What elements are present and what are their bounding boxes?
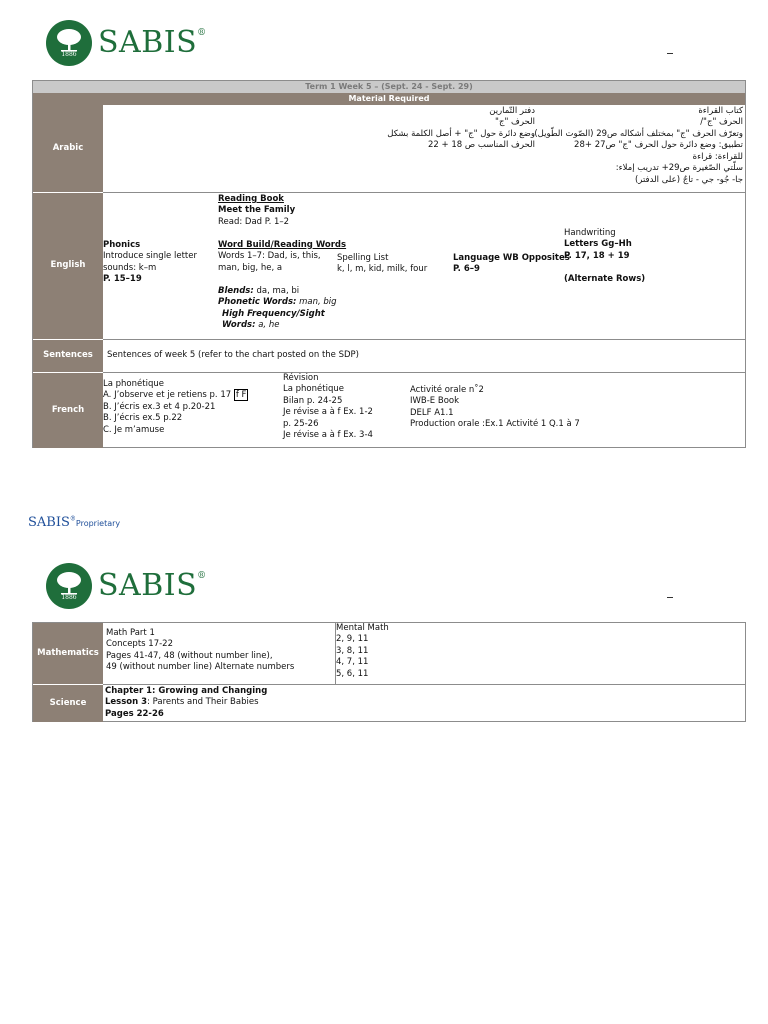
- subject-mathematics: Mathematics: [33, 623, 103, 685]
- english-language: Language WB Opposites P. 6–9: [453, 253, 570, 275]
- letter-box: f F: [235, 390, 247, 401]
- tree-icon: 1886: [46, 20, 92, 66]
- sentences-text: Sentences of week 5 (refer to the chart posted on the SDP): [107, 350, 359, 360]
- french-phonetics: La phonétique A. J’observe et je retiens p. 17 f F B. J’écris ex.3 et 4 p.20-21 B. J’écris ex.5 p.22 C. Je m’amuse: [103, 379, 247, 435]
- material-title: Material Required: [33, 93, 745, 105]
- arabic-workbook: دفتر التّمارين الحرف "ج" وضع دائرة حول "ج" + أصل الكلمة بشكل الحرف المناسب ص 18 + 22: [387, 106, 535, 151]
- math-divider: [335, 623, 336, 685]
- sabis-logo-page2: [46, 563, 207, 609]
- arabic-reading-book: كتاب القراءة الحرف "ج"/ وتعرّف الحرف "ج" بمختلف أشكاله ص29 (الصّوت الطّويل) تطبيق: وضع دائرة حول الحرف "ج" ص27 +28 للقراءة: قراءة سلّتي الصّغيرة ص29+ تدريب إملاء: جا- جُو- جي - تاجٌ (على الدفتر): [534, 106, 743, 185]
- subject-sentences: Sentences: [33, 340, 103, 373]
- english-handwriting: Handwriting Letters Gg–Hh P. 17, 18 + 19 (Alternate Rows): [564, 228, 646, 284]
- week-plan-table: [32, 80, 746, 448]
- subject-science: Science: [33, 685, 103, 722]
- arabic-cell: [103, 105, 745, 193]
- subject-french: French: [33, 373, 103, 448]
- mental-math: Mental Math 2, 9, 11 3, 8, 11 4, 7, 11 5, 6, 11: [336, 623, 389, 679]
- sentences-cell: [103, 340, 745, 373]
- brand-wordmark: SABIS®: [98, 24, 207, 60]
- header-dash: [667, 53, 673, 54]
- brand-wordmark: SABIS®: [98, 567, 207, 603]
- science-cell: [103, 685, 745, 722]
- proprietary-mark: SABIS®Proprietary: [28, 515, 121, 530]
- science-lesson: Chapter 1: Growing and Changing Lesson 3: Parents and Their Babies Pages 22-26: [105, 686, 268, 719]
- sabis-logo: [46, 20, 207, 66]
- tree-icon: 1886: [46, 563, 92, 609]
- english-phonics: Phonics Introduce single letter sounds: k–m P. 15–19: [103, 240, 197, 285]
- subject-arabic: Arabic: [33, 105, 103, 193]
- english-spelling: Spelling List k, l, m, kid, milk, four: [337, 253, 428, 275]
- french-cell: [103, 373, 745, 448]
- header-dash: [667, 597, 673, 598]
- english-reading: Reading Book Meet the Family Read: Dad P. 1–2 Word Build/Reading Words Words 1–7: Dad, is, this, man, big, he, a Blends: da, ma, bi Phonetic Words: man, big High Frequency/Sight Words: a, he: [218, 194, 347, 331]
- math-part: Math Part 1 Concepts 17-22 Pages 41-47, 48 (without number line), 49 (without number line) Alternate numbers: [106, 628, 295, 673]
- math-cell: [103, 623, 745, 685]
- english-cell: [103, 193, 745, 340]
- french-revision: Révision La phonétique Bilan p. 24-25 Je révise a à f Ex. 1-2 p. 25-26 Je révise a à f Ex. 3-4: [283, 373, 373, 441]
- french-oral: Activité orale n˚2 IWB-E Book DELF A1.1 Production orale :Ex.1 Activité 1 Q.1 à 7: [410, 385, 580, 430]
- week-title: Term 1 Week 5 – (Sept. 24 - Sept. 29): [33, 81, 745, 93]
- subject-english: English: [33, 193, 103, 340]
- week-plan-table-page2: [32, 622, 746, 722]
